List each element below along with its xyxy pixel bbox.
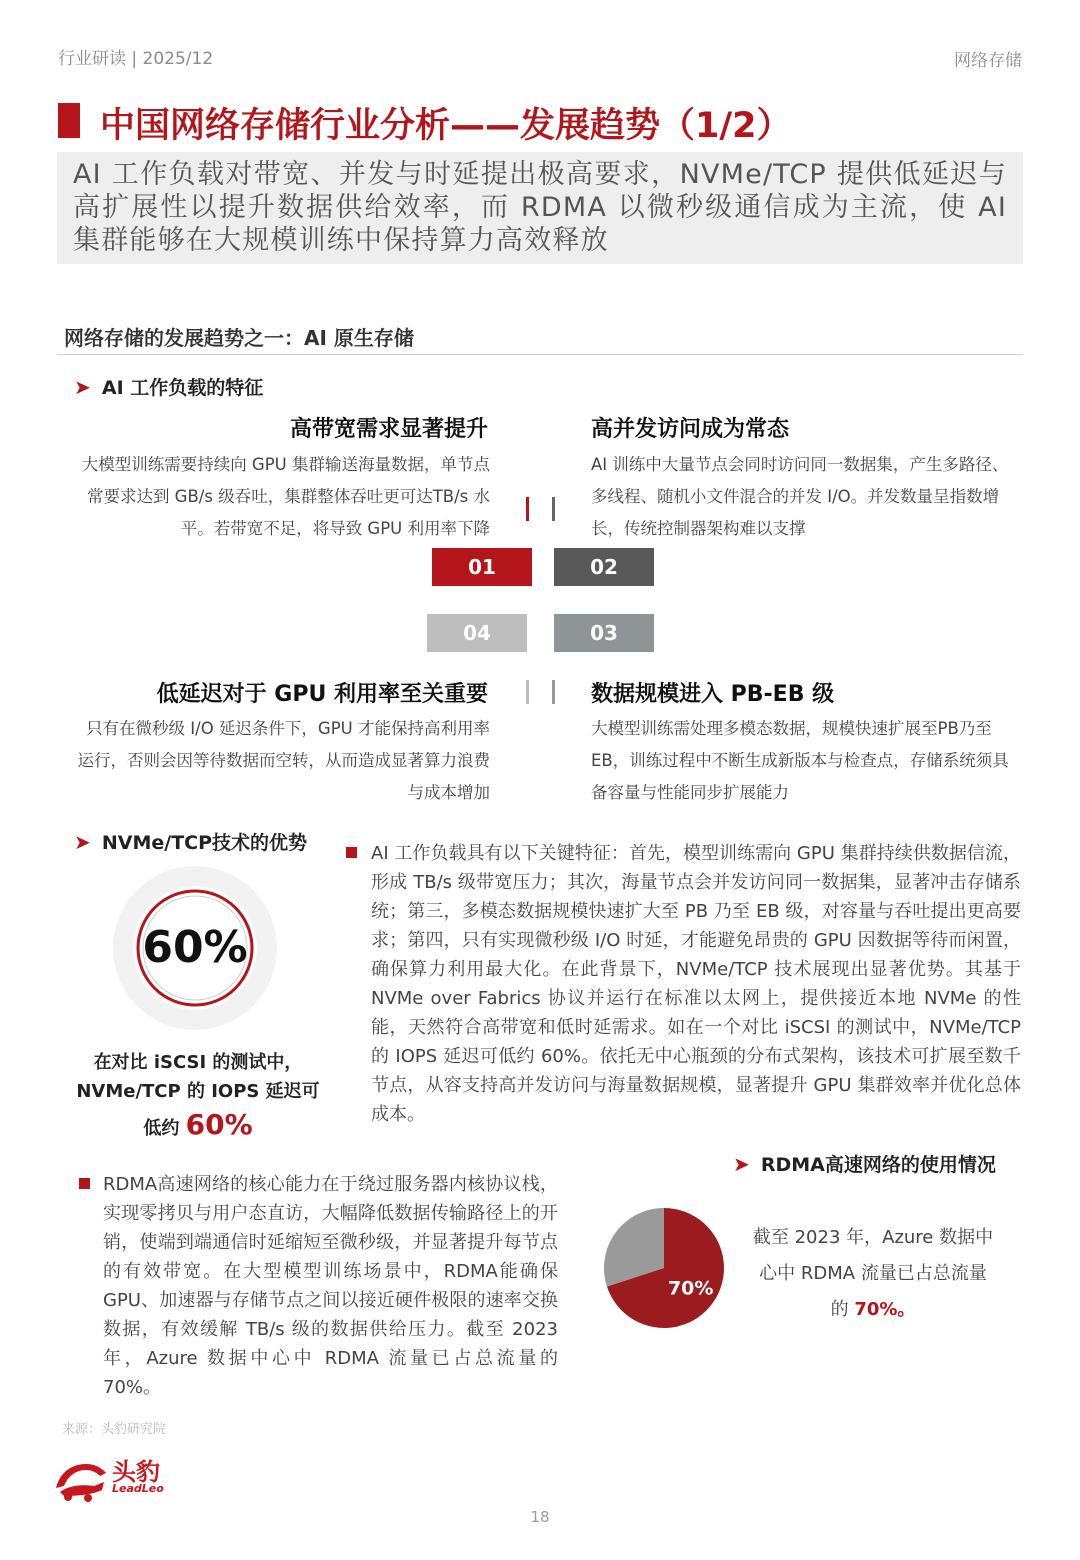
- rdma-caption-value: 70%。: [854, 1299, 916, 1320]
- rdma-caption-prefix: 的: [830, 1299, 855, 1320]
- feature-04-number: 04: [427, 614, 527, 652]
- feature-02-title: 高并发访问成为常态: [591, 417, 790, 442]
- arrow-bullet-icon: ➤: [74, 375, 91, 399]
- leadleo-logo: [54, 1452, 174, 1506]
- feature-03-text: 大模型训练需处理多模态数据，规模快速扩展至PB乃至EB，训练过程中不断生成新版本与检查点，存储系统须具备容量与性能同步扩展能力: [591, 719, 1009, 802]
- page-number: 18: [530, 1508, 550, 1526]
- divider-tick: [552, 497, 555, 521]
- ai-workload-paragraph: AI 工作负载具有以下关键特征：首先，模型训练需向 GPU 集群持续供数据信流，形成 TB/s 级带宽压力；其次，海量节点会并发访问同一数据集，显著冲击存储系统；第三，多模态数据规模快速扩大至 PB 乃至 EB 级，对容量与吞吐提出更高要求；第四，只有实现微秒级 I/O 时延，才能避免昂贵的 GPU 因数据等待而闲置，确保算力利用最大化。在此背景下，NVMe/TCP 技术展现出显著优势。其基于 NVMe over Fabrics 协议并运行在标准以太网上，提供接近本地 NVMe 的性能，天然符合高带宽和低时延需求。如在一个对比 iSCSI 的测试中，NVMe/TCP 的 IOPS 延迟可低约 60%。依托无中心瓶颈的分布式架构，该技术可扩展至数千节点，从容支持高并发访问与海量数据规模，显著提升 GPU 集群效率并优化总体成本。: [371, 843, 1021, 1125]
- divider-tick: [552, 680, 555, 704]
- rdma-caption-last-line: [742, 1292, 1004, 1328]
- nvme-heading-row: [74, 828, 307, 855]
- arrow-bullet-icon: ➤: [733, 1152, 750, 1176]
- logo-text-cn: 头豹: [112, 1458, 160, 1486]
- summary-text: AI 工作负载对带宽、并发与时延提出极高要求，NVMe/TCP 提供低延迟与高扩展性以提升数据供给效率，而 RDMA 以微秒级通信成为主流，使 AI 集群能够在大规模训练中保持算力高效释放: [73, 159, 1007, 256]
- bullet-square-icon: [346, 847, 357, 858]
- pie-data-label: 70%: [667, 1277, 714, 1300]
- source-note: 来源：头豹研究院: [62, 1422, 167, 1437]
- divider-tick: [526, 497, 529, 521]
- rdma-paragraph: RDMA高速网络的核心能力在于绕过服务器内核协议栈，实现零拷贝与用户态直访，大幅降低数据传输路径上的开销，使端到端通信时延缩短至微秒级，并显著提升每节点的有效带宽。在大型模型训练场景中，RDMA能确保GPU、加速器与存储节点之间以接近硬件极限的速率交换数据，有效缓解 TB/s 级的数据供给压力。截至 2023 年，Azure 数据中心中 RDMA 流量已占总流量的 70%。: [103, 1174, 558, 1398]
- page-title: 中国网络存储行业分析——发展趋势（1/2）: [100, 106, 792, 146]
- nvme-caption-prefix: 低约: [143, 1118, 186, 1139]
- rdma-caption-line: 截至 2023 年，Azure 数据中: [752, 1227, 994, 1248]
- rdma-heading-row: [733, 1150, 996, 1177]
- feature-02-text: AI 训练中大量节点会同时访问同一数据集，产生多路径、多线程、随机小文件混合的并发 I/O。并发数量呈指数增长，传统控制器架构难以支撑: [591, 455, 1009, 538]
- section-divider: [57, 354, 1023, 355]
- title-accent-bar: [58, 103, 80, 138]
- divider-tick: [526, 680, 529, 704]
- bullet-square-icon: [79, 1178, 90, 1189]
- rdma-pie-chart: [603, 1207, 725, 1329]
- nvme-percent-value: 60%: [142, 922, 248, 973]
- feature-02-number: 02: [554, 548, 654, 586]
- nvme-caption-line: NVMe/TCP 的 IOPS 延迟可: [76, 1081, 320, 1102]
- feature-01-title: 高带宽需求显著提升: [289, 417, 488, 442]
- arrow-bullet-icon: ➤: [74, 830, 91, 854]
- rdma-heading: RDMA高速网络的使用情况: [760, 1154, 996, 1176]
- rdma-caption: [742, 1220, 1004, 1328]
- feature-01-number: 01: [432, 548, 532, 586]
- feature-03-number: 03: [554, 614, 654, 652]
- nvme-caption-last-line: [58, 1110, 338, 1143]
- nvme-percent-ring: [113, 866, 277, 1030]
- feature-04-title: 低延迟对于 GPU 利用率至关重要: [156, 682, 488, 707]
- nvme-heading: NVMe/TCP技术的优势: [101, 832, 308, 854]
- nvme-caption-line: 在对比 iSCSI 的测试中，: [93, 1052, 303, 1073]
- feature-03-title: 数据规模进入 PB-EB 级: [591, 682, 835, 707]
- header-breadcrumb: 行业研读 | 2025/12: [58, 49, 214, 69]
- nvme-caption: [58, 1048, 338, 1143]
- feature-04-text: 只有在微秒级 I/O 延迟条件下，GPU 才能保持高利用率运行，否则会因等待数据而空转，从而造成显著算力浪费与成本增加: [77, 719, 490, 802]
- leopard-icon: [54, 1458, 108, 1502]
- feature-01-text: 大模型训练需要持续向 GPU 集群输送海量数据，单节点常要求达到 GB/s 级吞吐，集群整体吞吐更可达TB/s 水平。若带宽不足，将导致 GPU 利用率下降: [81, 455, 490, 538]
- features-heading-row: [74, 373, 263, 400]
- section-title: 网络存储的发展趋势之一：AI 原生存储: [64, 326, 414, 350]
- logo-text-en: LeadLeo: [112, 1482, 164, 1495]
- nvme-caption-value: 60%: [185, 1108, 253, 1141]
- header-category: 网络存储: [954, 51, 1022, 71]
- features-heading: AI 工作负载的特征: [101, 377, 264, 399]
- rdma-caption-line: 心中 RDMA 流量已占总流量: [759, 1263, 987, 1284]
- summary-box: [57, 152, 1023, 264]
